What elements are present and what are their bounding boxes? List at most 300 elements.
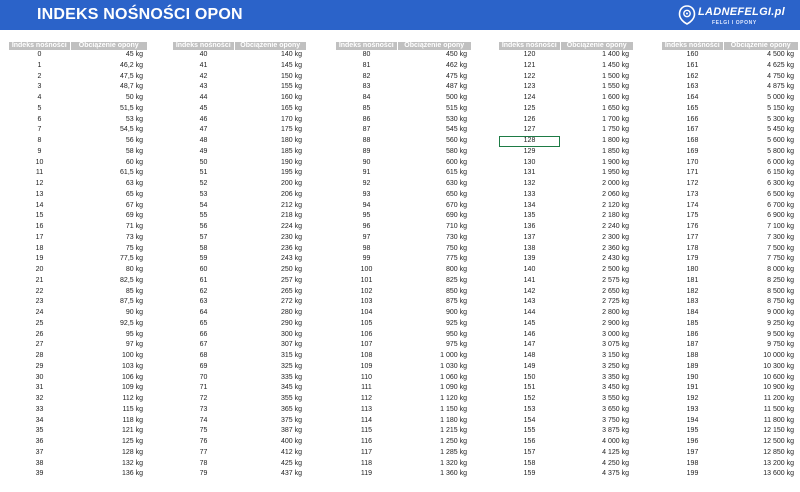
load-capacity-cell[interactable]: 4 625 kg: [767, 61, 794, 69]
load-capacity-cell[interactable]: 95 kg: [125, 330, 143, 338]
load-capacity-cell[interactable]: 3 075 kg: [602, 341, 629, 349]
load-index-cell[interactable]: 123: [523, 83, 536, 91]
load-index-cell[interactable]: 54: [199, 201, 208, 209]
load-capacity-cell[interactable]: 6 700 kg: [767, 201, 794, 209]
load-capacity-cell[interactable]: 475 kg: [445, 72, 467, 80]
load-index-cell[interactable]: 12: [35, 180, 44, 187]
load-capacity-cell[interactable]: 345 kg: [280, 384, 302, 392]
load-index-cell[interactable]: 155: [523, 427, 536, 435]
load-capacity-cell[interactable]: 212 kg: [280, 201, 302, 209]
load-index-cell[interactable]: 63: [199, 298, 208, 306]
load-index-cell[interactable]: 37: [35, 448, 44, 456]
load-capacity-cell[interactable]: 3 150 kg: [602, 352, 629, 359]
load-capacity-cell[interactable]: 775 kg: [445, 255, 467, 263]
load-capacity-cell[interactable]: 80 kg: [125, 266, 143, 273]
load-index-cell[interactable]: 145: [523, 319, 536, 327]
load-index-cell[interactable]: 66: [199, 330, 208, 338]
load-index-cell[interactable]: 183: [686, 298, 699, 306]
load-capacity-cell[interactable]: 75 kg: [125, 244, 143, 252]
load-capacity-cell[interactable]: 145 kg: [280, 61, 302, 69]
load-index-cell[interactable]: 70: [199, 373, 208, 381]
load-index-cell[interactable]: 47: [199, 126, 208, 134]
load-capacity-cell[interactable]: 750 kg: [445, 244, 467, 252]
load-index-cell[interactable]: 38: [35, 459, 44, 467]
load-capacity-cell[interactable]: 1 250 kg: [440, 438, 467, 445]
load-capacity-cell[interactable]: 257 kg: [280, 276, 302, 284]
load-capacity-cell[interactable]: 7 750 kg: [767, 255, 794, 263]
load-capacity-cell[interactable]: 2 060 kg: [602, 190, 629, 198]
load-index-cell[interactable]: 121: [523, 61, 536, 69]
load-index-cell[interactable]: 159: [523, 470, 536, 478]
load-capacity-cell[interactable]: 185 kg: [280, 147, 302, 155]
load-capacity-cell[interactable]: 545 kg: [445, 126, 467, 134]
load-capacity-cell[interactable]: 412 kg: [280, 448, 302, 456]
load-capacity-cell[interactable]: 190 kg: [280, 158, 302, 166]
load-capacity-cell[interactable]: 13 600 kg: [763, 470, 794, 478]
load-index-cell[interactable]: 27: [35, 341, 44, 349]
load-capacity-cell[interactable]: 1 360 kg: [440, 470, 467, 478]
load-index-cell[interactable]: 42: [199, 72, 208, 80]
load-index-cell[interactable]: 177: [686, 233, 699, 241]
load-capacity-cell[interactable]: 103 kg: [121, 362, 143, 370]
load-index-cell[interactable]: 80: [362, 51, 371, 58]
load-capacity-cell[interactable]: 115 kg: [122, 405, 143, 413]
load-index-cell[interactable]: 53: [199, 190, 208, 198]
load-capacity-cell[interactable]: 825 kg: [445, 276, 467, 284]
load-capacity-cell[interactable]: 5 000 kg: [767, 94, 794, 101]
load-index-cell[interactable]: 0: [37, 51, 42, 58]
load-index-cell[interactable]: 91: [362, 169, 371, 177]
load-index-cell[interactable]: 146: [523, 330, 536, 338]
load-index-cell[interactable]: 174: [686, 201, 699, 209]
load-capacity-cell[interactable]: 315 kg: [280, 352, 302, 359]
load-capacity-cell[interactable]: 1 550 kg: [602, 83, 629, 91]
load-capacity-cell[interactable]: 46,2 kg: [120, 61, 143, 69]
load-index-cell[interactable]: 162: [686, 72, 699, 80]
load-capacity-cell[interactable]: 530 kg: [445, 115, 467, 123]
load-index-cell[interactable]: 111: [361, 384, 372, 392]
load-index-cell[interactable]: 195: [686, 427, 699, 435]
load-index-cell[interactable]: 102: [360, 287, 373, 295]
load-capacity-cell[interactable]: 3 550 kg: [602, 395, 629, 402]
load-capacity-cell[interactable]: 10 600 kg: [763, 373, 794, 381]
load-capacity-cell[interactable]: 1 120 kg: [440, 395, 467, 402]
load-index-cell[interactable]: 179: [686, 255, 699, 263]
load-capacity-cell[interactable]: 100 kg: [121, 352, 143, 359]
load-index-cell[interactable]: 198: [686, 459, 699, 467]
load-capacity-cell[interactable]: 51,5 kg: [120, 104, 143, 112]
load-index-cell[interactable]: 40: [199, 51, 208, 58]
load-index-cell[interactable]: 136: [523, 223, 536, 230]
load-index-cell[interactable]: 166: [686, 115, 699, 123]
load-capacity-cell[interactable]: 1 090 kg: [440, 384, 467, 392]
load-index-cell[interactable]: 117: [360, 448, 373, 456]
load-capacity-cell[interactable]: 387 kg: [280, 427, 302, 435]
load-capacity-cell[interactable]: 1 500 kg: [602, 72, 629, 80]
load-index-cell[interactable]: 20: [35, 266, 44, 273]
load-index-cell[interactable]: 157: [523, 448, 536, 456]
load-capacity-cell[interactable]: 2 800 kg: [602, 309, 629, 316]
load-capacity-cell[interactable]: 11 200 kg: [763, 395, 794, 402]
load-index-cell[interactable]: 193: [686, 405, 699, 413]
load-capacity-cell[interactable]: 2 500 kg: [602, 266, 629, 273]
load-index-cell[interactable]: 4: [37, 94, 42, 101]
load-index-cell[interactable]: 125: [523, 104, 536, 112]
load-capacity-cell[interactable]: 800 kg: [445, 266, 467, 273]
load-capacity-cell[interactable]: 462 kg: [445, 61, 467, 69]
load-index-cell[interactable]: 78: [199, 459, 208, 467]
load-capacity-cell[interactable]: 97 kg: [125, 341, 143, 349]
load-index-cell[interactable]: 196: [686, 438, 699, 445]
load-index-cell[interactable]: 28: [35, 352, 44, 359]
load-index-cell[interactable]: 89: [362, 147, 371, 155]
load-index-cell[interactable]: 147: [523, 341, 536, 349]
load-capacity-cell[interactable]: 48,7 kg: [120, 83, 143, 91]
load-index-cell[interactable]: 137: [523, 233, 536, 241]
load-index-cell[interactable]: 5: [37, 104, 42, 112]
load-capacity-cell[interactable]: 6 900 kg: [767, 212, 794, 220]
load-index-cell[interactable]: 87: [362, 126, 371, 134]
load-index-cell[interactable]: 23: [35, 298, 44, 306]
load-index-cell[interactable]: 9: [37, 147, 42, 155]
load-index-cell[interactable]: 24: [35, 309, 44, 316]
load-capacity-cell[interactable]: 4 375 kg: [602, 470, 629, 478]
load-index-cell[interactable]: 161: [686, 61, 699, 69]
load-index-cell[interactable]: 148: [523, 352, 536, 359]
load-index-cell[interactable]: 169: [686, 147, 699, 155]
load-capacity-cell[interactable]: 118 kg: [122, 416, 143, 424]
load-index-cell[interactable]: 154: [523, 416, 536, 424]
load-index-cell[interactable]: 84: [362, 94, 371, 101]
load-capacity-cell[interactable]: 10 900 kg: [763, 384, 794, 392]
load-index-cell[interactable]: 129: [523, 147, 536, 155]
load-index-cell[interactable]: 65: [199, 319, 208, 327]
load-capacity-cell[interactable]: 450 kg: [445, 51, 467, 58]
load-capacity-cell[interactable]: 580 kg: [445, 147, 467, 155]
load-capacity-cell[interactable]: 1 450 kg: [602, 61, 629, 69]
load-index-cell[interactable]: 3: [37, 83, 42, 91]
load-capacity-cell[interactable]: 2 240 kg: [602, 223, 629, 230]
load-index-cell[interactable]: 116: [360, 438, 373, 445]
load-capacity-cell[interactable]: 136 kg: [121, 470, 143, 478]
load-capacity-cell[interactable]: 1 320 kg: [440, 459, 467, 467]
load-capacity-cell[interactable]: 650 kg: [445, 190, 467, 198]
load-index-cell[interactable]: 178: [686, 244, 699, 252]
load-capacity-cell[interactable]: 1 650 kg: [602, 104, 629, 112]
load-index-cell[interactable]: 139: [523, 255, 536, 263]
load-index-cell[interactable]: 188: [686, 352, 699, 359]
load-index-cell[interactable]: 61: [199, 276, 208, 284]
load-capacity-cell[interactable]: 355 kg: [280, 395, 302, 402]
load-capacity-cell[interactable]: 5 150 kg: [767, 104, 794, 112]
load-capacity-cell[interactable]: 6 500 kg: [767, 190, 794, 198]
load-capacity-cell[interactable]: 515 kg: [445, 104, 467, 112]
load-capacity-cell[interactable]: 63 kg: [125, 180, 143, 187]
load-capacity-cell[interactable]: 4 750 kg: [767, 72, 794, 80]
load-capacity-cell[interactable]: 92,5 kg: [120, 319, 143, 327]
load-capacity-cell[interactable]: 140 kg: [280, 51, 302, 58]
load-index-cell[interactable]: 8: [37, 137, 42, 144]
load-index-cell[interactable]: 52: [199, 180, 208, 187]
load-capacity-cell[interactable]: 3 350 kg: [602, 373, 629, 381]
load-capacity-cell[interactable]: 1 180 kg: [440, 416, 467, 424]
load-index-cell[interactable]: 158: [523, 459, 536, 467]
load-index-cell[interactable]: 97: [362, 233, 371, 241]
load-capacity-cell[interactable]: 9 500 kg: [767, 330, 794, 338]
load-capacity-cell[interactable]: 2 575 kg: [602, 276, 629, 284]
load-index-cell[interactable]: 103: [360, 298, 373, 306]
load-capacity-cell[interactable]: 1 950 kg: [602, 169, 629, 177]
load-index-cell[interactable]: 56: [199, 223, 208, 230]
load-index-cell[interactable]: 106: [360, 330, 373, 338]
load-index-cell[interactable]: 94: [362, 201, 371, 209]
load-capacity-cell[interactable]: 1 700 kg: [602, 115, 629, 123]
load-capacity-cell[interactable]: 925 kg: [445, 319, 467, 327]
load-capacity-cell[interactable]: 365 kg: [280, 405, 302, 413]
load-capacity-cell[interactable]: 170 kg: [280, 115, 302, 123]
load-index-cell[interactable]: 90: [362, 158, 371, 166]
load-capacity-cell[interactable]: 12 500 kg: [763, 438, 794, 445]
load-index-cell[interactable]: 35: [35, 427, 44, 435]
load-capacity-cell[interactable]: 73 kg: [125, 233, 143, 241]
load-index-cell[interactable]: 44: [199, 94, 208, 101]
load-index-cell[interactable]: 165: [686, 104, 699, 112]
load-capacity-cell[interactable]: 4 125 kg: [602, 448, 629, 456]
load-capacity-cell[interactable]: 375 kg: [280, 416, 302, 424]
load-index-cell[interactable]: 107: [360, 341, 373, 349]
load-capacity-cell[interactable]: 670 kg: [445, 201, 467, 209]
load-capacity-cell[interactable]: 1 060 kg: [440, 373, 467, 381]
load-capacity-cell[interactable]: 11 500 kg: [763, 405, 794, 413]
load-capacity-cell[interactable]: 60 kg: [125, 158, 143, 166]
load-index-cell[interactable]: 126: [523, 115, 536, 123]
load-capacity-cell[interactable]: 4 250 kg: [602, 459, 629, 467]
load-index-cell[interactable]: 16: [35, 223, 44, 230]
load-index-cell[interactable]: 189: [686, 362, 699, 370]
load-capacity-cell[interactable]: 155 kg: [280, 83, 302, 91]
load-index-cell[interactable]: 135: [523, 212, 536, 220]
load-capacity-cell[interactable]: 2 900 kg: [602, 319, 629, 327]
load-capacity-cell[interactable]: 950 kg: [445, 330, 467, 338]
load-capacity-cell[interactable]: 710 kg: [445, 223, 467, 230]
load-capacity-cell[interactable]: 2 725 kg: [602, 298, 629, 306]
load-index-cell[interactable]: 81: [362, 61, 371, 69]
load-index-cell[interactable]: 85: [362, 104, 371, 112]
load-capacity-cell[interactable]: 243 kg: [280, 255, 302, 263]
load-capacity-cell[interactable]: 71 kg: [125, 223, 143, 230]
load-capacity-cell[interactable]: 300 kg: [280, 330, 302, 338]
load-capacity-cell[interactable]: 224 kg: [280, 223, 302, 230]
load-capacity-cell[interactable]: 3 875 kg: [602, 427, 629, 435]
load-index-cell[interactable]: 114: [360, 416, 373, 424]
load-index-cell[interactable]: 58: [199, 244, 208, 252]
load-index-cell[interactable]: 101: [360, 276, 373, 284]
load-capacity-cell[interactable]: 2 300 kg: [602, 233, 629, 241]
load-index-cell[interactable]: 18: [35, 244, 44, 252]
load-index-cell[interactable]: 191: [686, 384, 699, 392]
load-capacity-cell[interactable]: 165 kg: [280, 104, 302, 112]
load-index-cell[interactable]: 19: [35, 255, 44, 263]
load-index-cell[interactable]: 68: [199, 352, 208, 359]
load-index-cell[interactable]: 160: [686, 51, 699, 58]
load-capacity-cell[interactable]: 615 kg: [445, 169, 467, 177]
load-capacity-cell[interactable]: 8 250 kg: [767, 276, 794, 284]
load-capacity-cell[interactable]: 1 850 kg: [602, 147, 629, 155]
load-index-cell[interactable]: 171: [686, 169, 699, 177]
load-index-cell[interactable]: 105: [360, 319, 373, 327]
load-capacity-cell[interactable]: 1 400 kg: [602, 51, 629, 58]
load-capacity-cell[interactable]: 9 250 kg: [767, 319, 794, 327]
load-capacity-cell[interactable]: 3 000 kg: [602, 330, 629, 338]
load-capacity-cell[interactable]: 132 kg: [121, 459, 143, 467]
load-index-cell[interactable]: 172: [686, 180, 699, 187]
load-index-cell[interactable]: 110: [360, 373, 373, 381]
load-index-cell[interactable]: 181: [686, 276, 699, 284]
load-index-cell[interactable]: 64: [199, 309, 208, 316]
load-index-cell[interactable]: 164: [686, 94, 699, 101]
load-index-cell[interactable]: 128: [499, 136, 560, 147]
load-capacity-cell[interactable]: 437 kg: [280, 470, 302, 478]
load-index-cell[interactable]: 95: [362, 212, 371, 220]
load-index-cell[interactable]: 39: [35, 470, 44, 478]
load-capacity-cell[interactable]: 630 kg: [445, 180, 467, 187]
load-index-cell[interactable]: 122: [523, 72, 536, 80]
load-index-cell[interactable]: 98: [362, 244, 371, 252]
load-index-cell[interactable]: 1: [37, 61, 42, 69]
load-index-cell[interactable]: 173: [686, 190, 699, 198]
load-capacity-cell[interactable]: 67 kg: [125, 201, 143, 209]
load-index-cell[interactable]: 14: [35, 201, 44, 209]
load-index-cell[interactable]: 104: [360, 309, 373, 316]
load-index-cell[interactable]: 67: [199, 341, 208, 349]
load-index-cell[interactable]: 25: [35, 319, 44, 327]
load-index-cell[interactable]: 182: [686, 287, 699, 295]
load-capacity-cell[interactable]: 487 kg: [445, 83, 467, 91]
load-capacity-cell[interactable]: 5 800 kg: [767, 147, 794, 155]
load-capacity-cell[interactable]: 560 kg: [445, 137, 467, 144]
load-capacity-cell[interactable]: 10 300 kg: [763, 362, 794, 370]
load-capacity-cell[interactable]: 4 000 kg: [602, 438, 629, 445]
load-capacity-cell[interactable]: 8 500 kg: [767, 287, 794, 295]
load-capacity-cell[interactable]: 125 kg: [121, 438, 143, 445]
load-index-cell[interactable]: 99: [362, 255, 371, 263]
load-index-cell[interactable]: 31: [35, 384, 44, 392]
load-capacity-cell[interactable]: 4 500 kg: [767, 51, 794, 58]
load-capacity-cell[interactable]: 1 285 kg: [440, 448, 467, 456]
load-capacity-cell[interactable]: 5 450 kg: [767, 126, 794, 134]
load-capacity-cell[interactable]: 6 000 kg: [767, 158, 794, 166]
load-index-cell[interactable]: 138: [523, 244, 536, 252]
load-capacity-cell[interactable]: 425 kg: [280, 459, 302, 467]
load-capacity-cell[interactable]: 1 900 kg: [602, 158, 629, 166]
load-capacity-cell[interactable]: 160 kg: [280, 94, 302, 101]
load-index-cell[interactable]: 59: [199, 255, 208, 263]
load-index-cell[interactable]: 142: [523, 287, 536, 295]
load-index-cell[interactable]: 86: [362, 115, 371, 123]
load-capacity-cell[interactable]: 230 kg: [280, 233, 302, 241]
load-capacity-cell[interactable]: 206 kg: [280, 190, 302, 198]
load-index-cell[interactable]: 72: [199, 395, 208, 402]
load-index-cell[interactable]: 62: [199, 287, 208, 295]
load-index-cell[interactable]: 140: [523, 266, 536, 273]
load-index-cell[interactable]: 150: [523, 373, 536, 381]
load-index-cell[interactable]: 109: [360, 362, 373, 370]
load-index-cell[interactable]: 180: [686, 266, 699, 273]
load-index-cell[interactable]: 6: [37, 115, 42, 123]
load-capacity-cell[interactable]: 56 kg: [125, 137, 143, 144]
load-index-cell[interactable]: 45: [199, 104, 208, 112]
load-index-cell[interactable]: 50: [199, 158, 208, 166]
load-capacity-cell[interactable]: 54,5 kg: [120, 126, 143, 134]
load-capacity-cell[interactable]: 1 030 kg: [440, 362, 467, 370]
load-index-cell[interactable]: 29: [35, 362, 44, 370]
load-capacity-cell[interactable]: 2 650 kg: [602, 287, 629, 295]
load-index-cell[interactable]: 187: [686, 341, 699, 349]
load-index-cell[interactable]: 186: [686, 330, 699, 338]
load-index-cell[interactable]: 119: [360, 470, 373, 478]
load-capacity-cell[interactable]: 3 250 kg: [602, 362, 629, 370]
load-index-cell[interactable]: 93: [362, 190, 371, 198]
load-index-cell[interactable]: 34: [35, 416, 44, 424]
load-capacity-cell[interactable]: 2 180 kg: [602, 212, 629, 220]
load-index-cell[interactable]: 49: [199, 147, 208, 155]
load-index-cell[interactable]: 75: [199, 427, 208, 435]
load-capacity-cell[interactable]: 9 750 kg: [767, 341, 794, 349]
load-capacity-cell[interactable]: 290 kg: [280, 319, 302, 327]
load-index-cell[interactable]: 192: [686, 395, 699, 402]
load-capacity-cell[interactable]: 218 kg: [280, 212, 302, 220]
load-capacity-cell[interactable]: 69 kg: [125, 212, 143, 220]
load-index-cell[interactable]: 11: [35, 169, 44, 177]
load-capacity-cell[interactable]: 690 kg: [445, 212, 467, 220]
load-capacity-cell[interactable]: 730 kg: [445, 233, 467, 241]
load-capacity-cell[interactable]: 6 300 kg: [767, 180, 794, 187]
load-capacity-cell[interactable]: 85 kg: [125, 287, 143, 295]
load-index-cell[interactable]: 69: [199, 362, 208, 370]
load-capacity-cell[interactable]: 4 875 kg: [767, 83, 794, 91]
load-capacity-cell[interactable]: 200 kg: [280, 180, 302, 187]
load-index-cell[interactable]: 134: [523, 201, 536, 209]
load-index-cell[interactable]: 36: [35, 438, 44, 445]
load-index-cell[interactable]: 74: [199, 416, 208, 424]
load-capacity-cell[interactable]: 7 100 kg: [767, 223, 794, 230]
load-capacity-cell[interactable]: 2 120 kg: [602, 201, 629, 209]
load-index-cell[interactable]: 33: [35, 405, 44, 413]
load-index-cell[interactable]: 133: [523, 190, 536, 198]
load-index-cell[interactable]: 170: [686, 158, 699, 166]
load-index-cell[interactable]: 156: [523, 438, 536, 445]
load-capacity-cell[interactable]: 9 000 kg: [767, 309, 794, 316]
load-capacity-cell[interactable]: 400 kg: [280, 438, 302, 445]
load-capacity-cell[interactable]: 236 kg: [280, 244, 302, 252]
load-capacity-cell[interactable]: 8 750 kg: [767, 298, 794, 306]
load-index-cell[interactable]: 185: [686, 319, 699, 327]
load-index-cell[interactable]: 46: [199, 115, 208, 123]
load-index-cell[interactable]: 32: [35, 395, 44, 402]
load-index-cell[interactable]: 48: [199, 137, 208, 144]
load-capacity-cell[interactable]: 325 kg: [280, 362, 302, 370]
load-capacity-cell[interactable]: 280 kg: [280, 309, 302, 316]
load-capacity-cell[interactable]: 1 800 kg: [602, 137, 629, 144]
load-index-cell[interactable]: 57: [199, 233, 208, 241]
load-index-cell[interactable]: 130: [523, 158, 536, 166]
load-capacity-cell[interactable]: 175 kg: [280, 126, 302, 134]
load-capacity-cell[interactable]: 1 600 kg: [602, 94, 629, 101]
load-index-cell[interactable]: 197: [686, 448, 699, 456]
load-index-cell[interactable]: 143: [523, 298, 536, 306]
load-capacity-cell[interactable]: 5 300 kg: [767, 115, 794, 123]
load-index-cell[interactable]: 118: [360, 459, 373, 467]
